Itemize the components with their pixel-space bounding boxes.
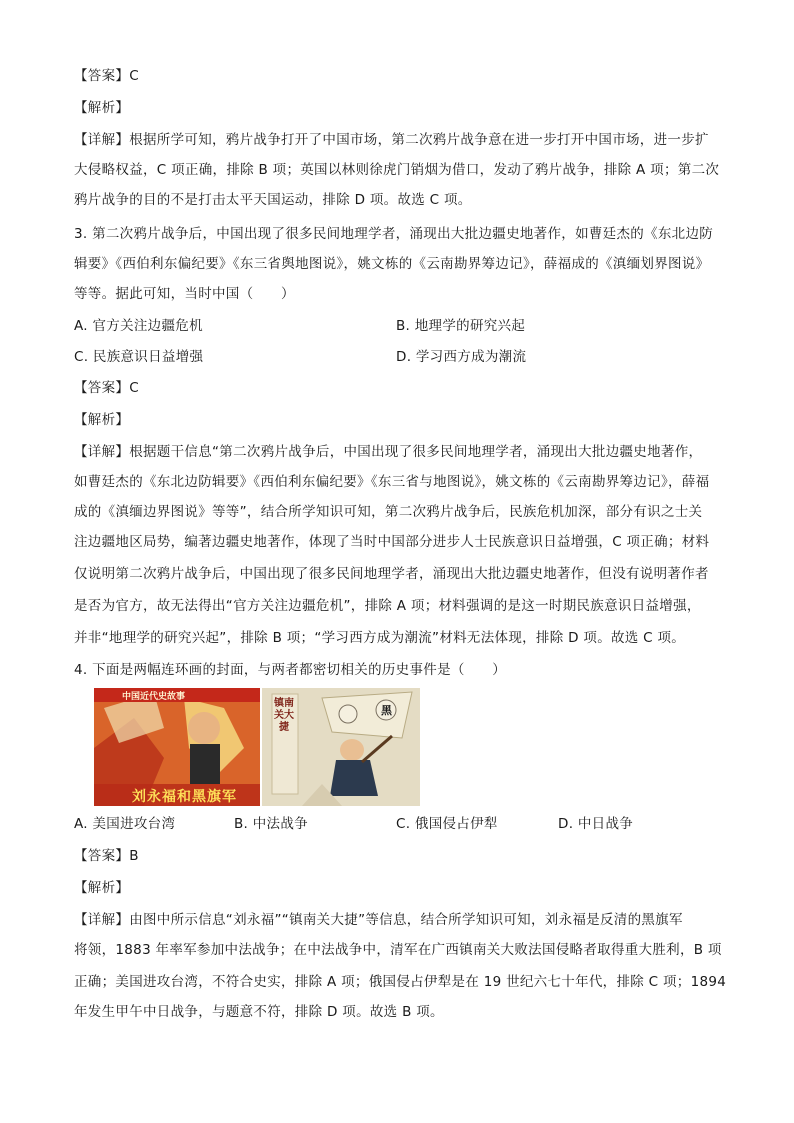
detail-text-q3-line7: 并非“地理学的研究兴起”，排除 B 项；“学习西方成为潮流”材料无法体现，排除 D 项。故选 C 项。 [74,630,686,646]
comic-series-label: 中国近代史故事 [122,692,186,702]
analysis-label-q2: 【解析】 [74,100,130,116]
q3-option-d: D. 学习西方成为潮流 [396,349,527,365]
flag-character: 黑 [381,704,392,717]
detail-text-q3-line6: 是否为官方，故无法得出“官方关注边疆危机”，排除 A 项；材料强调的是这一时期民族意识日益增强， [74,598,701,614]
detail-text-q3-line2: 如曹廷杰的《东北边防辑要》《西伯利东偏纪要》《东三省与地图说》，姚文栋的《云南勘界筹边记》，薛福 [74,474,710,490]
detail-text-q4-line4: 年发生甲午中日战争，与题意不符，排除 D 项。故选 B 项。 [74,1004,444,1020]
answer-label-q2: 【答案】C [74,68,139,84]
comic-cover-liu-yongfu [94,688,260,806]
q3-option-c: C. 民族意识日益增强 [74,349,204,365]
answer-label-q4: 【答案】B [74,848,139,864]
question-3-line2: 辑要》《西伯利东偏纪要》《东三省舆地图说》，姚文栋的《云南勘界筹边记》，薛福成的《滇缅划界图说》 [74,256,710,272]
detail-text-q3-line3: 成的《滇缅边界图说》等等”，结合所学知识可知，第二次鸦片战争后，民族危机加深，部分有识之士关 [74,504,703,520]
detail-text-q2-line3: 鸦片战争的目的不是打击太平天国运动，排除 D 项。故选 C 项。 [74,192,472,208]
detail-text-q4-line2: 将领，1883 年率军参加中法战争；在中法战争中，清军在广西镇南关大败法国侵略者取得重大胜利，B 项 [74,942,722,958]
question-3-line3: 等等。据此可知，当时中国（ ） [74,286,295,302]
detail-text-q3-line1: 【详解】根据题干信息“第二次鸦片战争后，中国出现了很多民间地理学者，涌现出大批边疆史地著作， [74,444,703,460]
q3-option-a: A. 官方关注边疆危机 [74,318,203,334]
q4-option-d: D. 中日战争 [558,816,634,832]
question-3-line1: 3. 第二次鸦片战争后，中国出现了很多民间地理学者，涌现出大批边疆史地著作，如曹廷杰的《东北边防 [74,226,714,242]
detail-text-q4-line1: 【详解】由图中所示信息“刘永福”“镇南关大捷”等信息，结合所学知识可知，刘永福是反清的黑旗军 [74,912,683,928]
comic-covers-figure [94,688,420,806]
detail-text-q2-line1: 【详解】根据所学可知，鸦片战争打开了中国市场，第二次鸦片战争意在进一步打开中国市场，进一步扩 [74,132,709,148]
q4-option-b: B. 中法战争 [234,816,308,832]
comic-title-2: 镇南关大捷 [274,698,294,733]
question-4: 4. 下面是两幅连环画的封面，与两者都密切相关的历史事件是（ ） [74,662,507,678]
detail-text-q2-line2: 大侵略权益，C 项正确，排除 B 项；英国以林则徐虎门销烟为借口，发动了鸦片战争，排除 A 项；第二次 [74,162,720,178]
comic-cover-zhennanguan [262,688,420,806]
detail-text-q3-line5: 仅说明第二次鸦片战争后，中国出现了很多民间地理学者，涌现出大批边疆史地著作，但没有说明著作者 [74,566,709,582]
detail-text-q3-line4: 注边疆地区局势，编著边疆史地著作，体现了当时中国部分进步人士民族意识日益增强，C 项正确；材料 [74,534,710,550]
analysis-label-q3: 【解析】 [74,412,130,428]
analysis-label-q4: 【解析】 [74,880,130,896]
q4-option-a: A. 美国进攻台湾 [74,816,176,832]
detail-text-q4-line3: 正确；美国进攻台湾，不符合史实，排除 A 项；俄国侵占伊犁是在 19 世纪六七十年代，排除 C 项；1894 [74,974,727,990]
q3-option-b: B. 地理学的研究兴起 [396,318,526,334]
answer-label-q3: 【答案】C [74,380,139,396]
comic-title-1: 刘永福和黑旗军 [132,789,237,805]
q4-option-c: C. 俄国侵占伊犁 [396,816,498,832]
